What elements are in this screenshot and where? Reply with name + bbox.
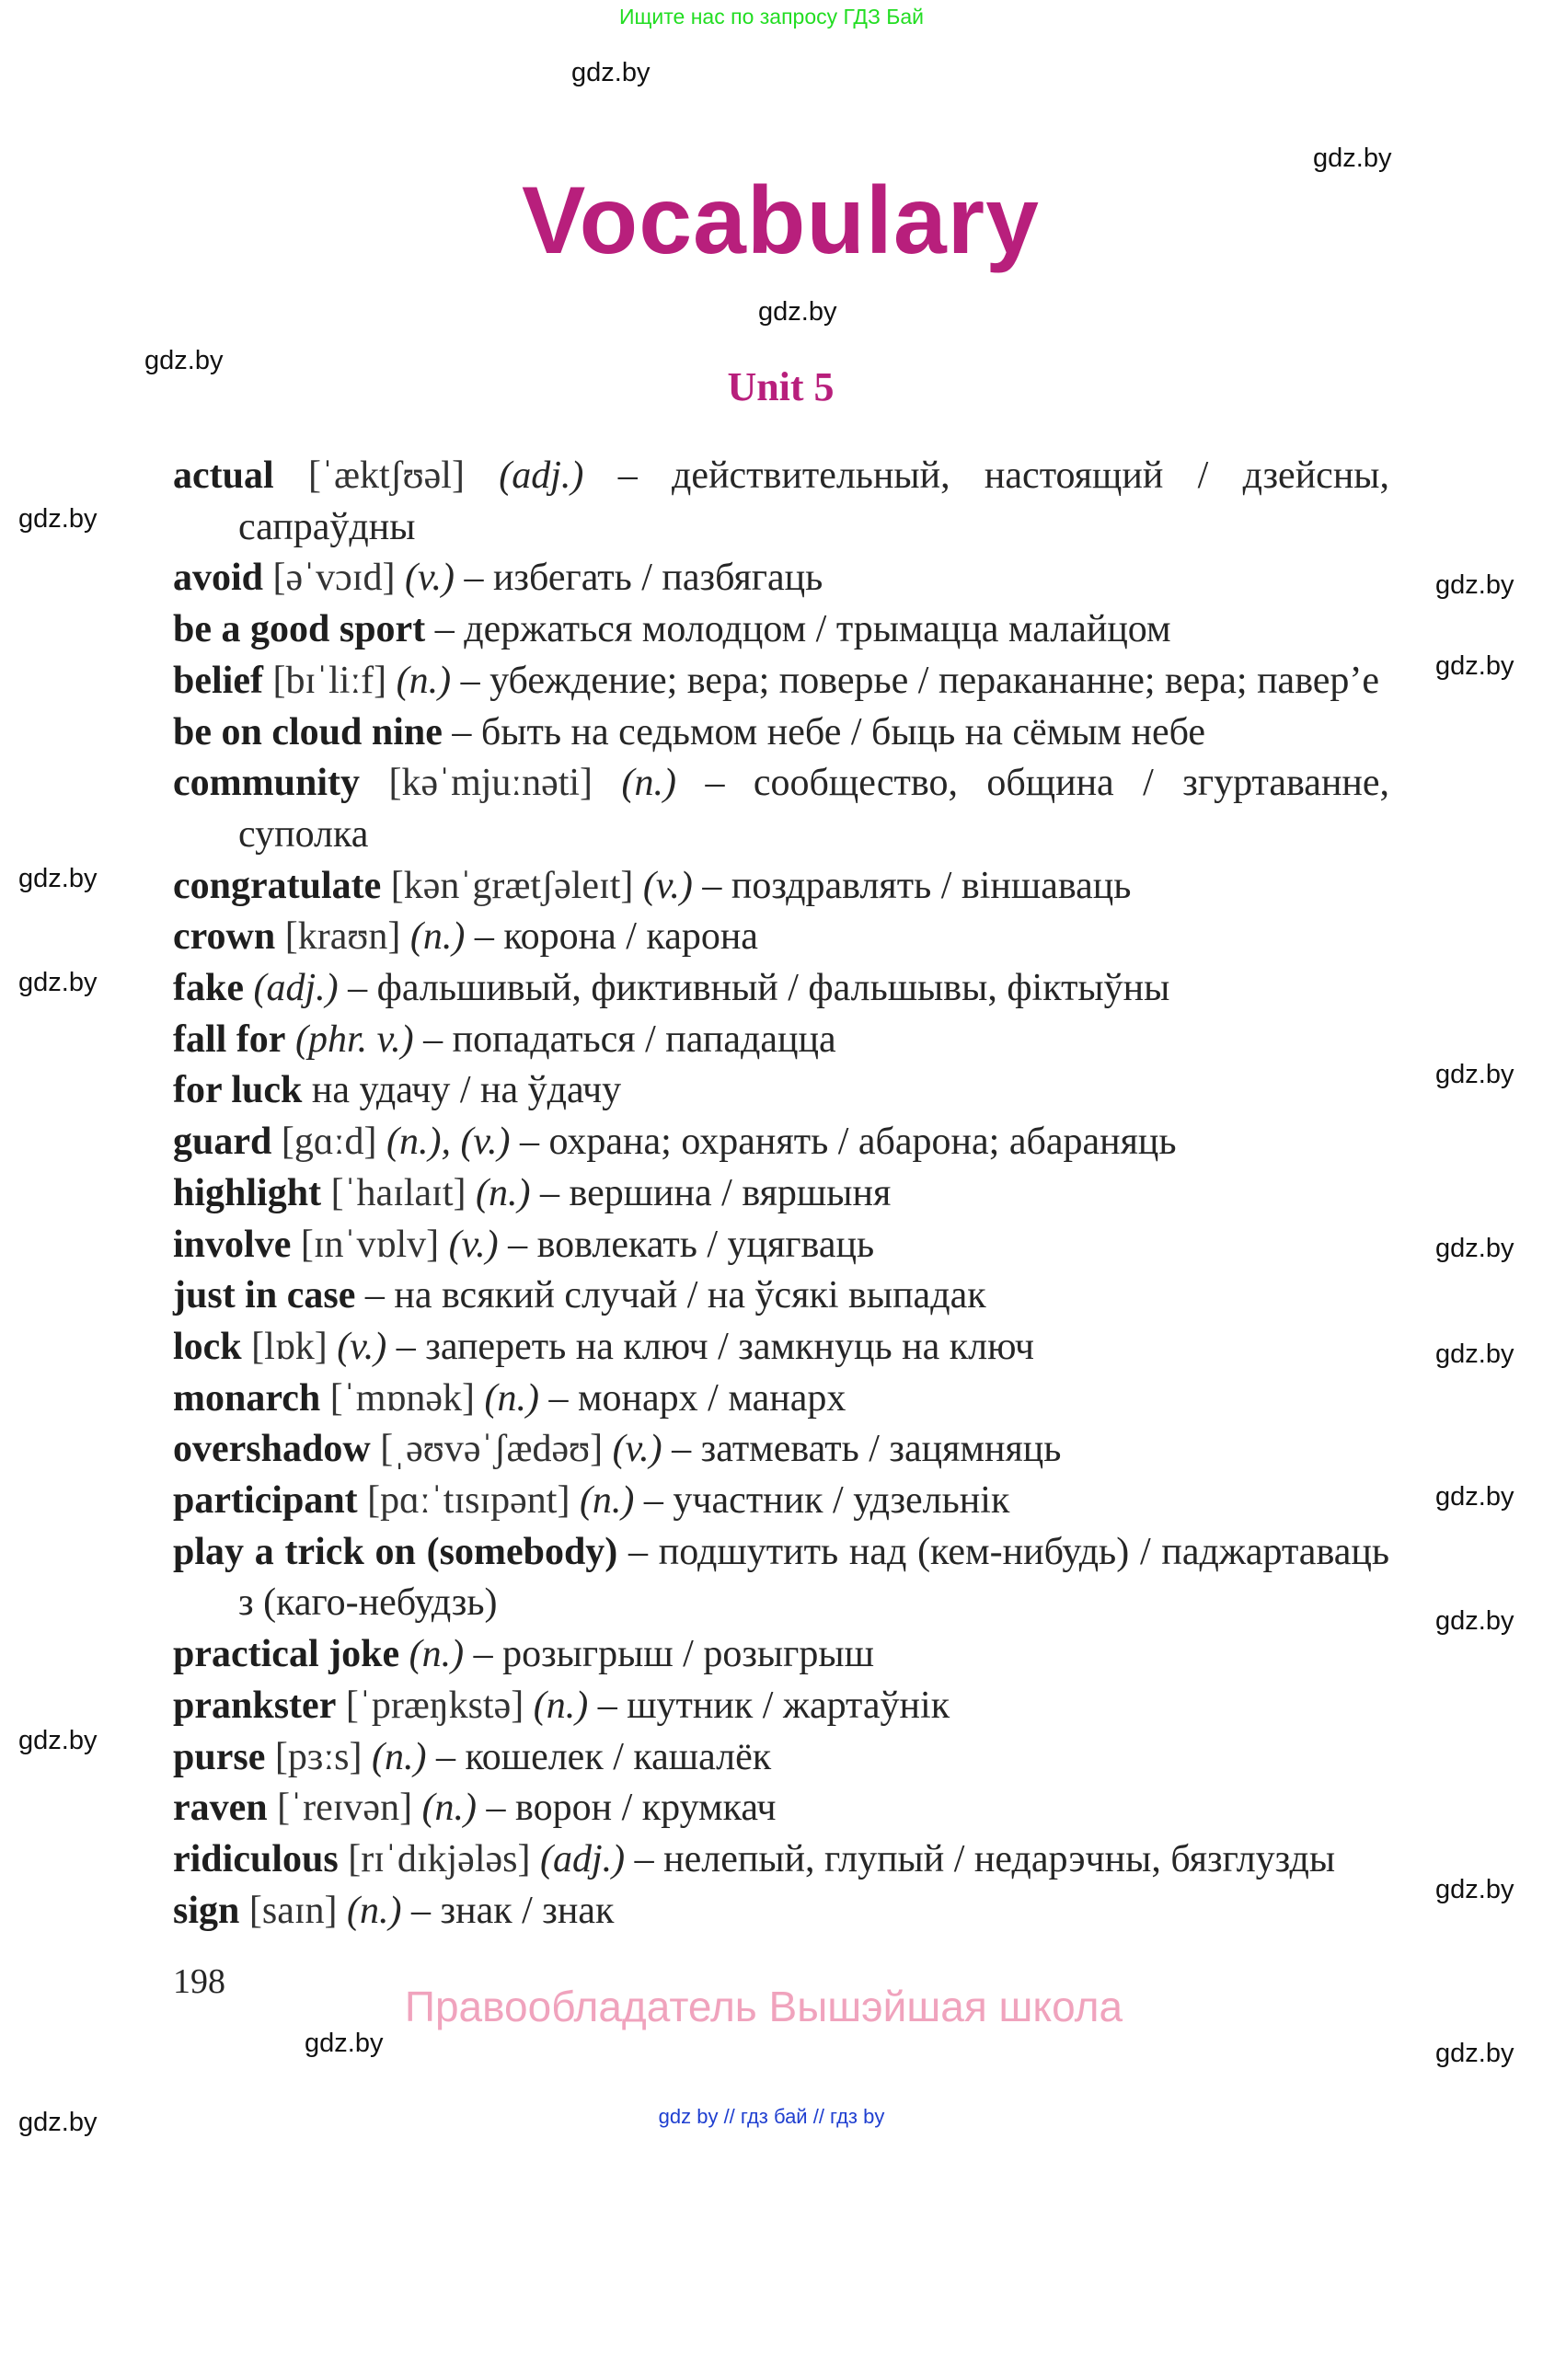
vocabulary-entry: [173, 451, 1389, 553]
headword: practical joke: [173, 1633, 400, 1676]
vocabulary-entry: [173, 1476, 1389, 1527]
headword: participant: [173, 1479, 358, 1523]
headword: raven: [173, 1787, 268, 1830]
translation: – ворон / крумкач: [486, 1787, 777, 1830]
watermark: gdz.by: [1435, 2039, 1514, 2068]
transcription: [gɑːd]: [281, 1121, 377, 1164]
vocabulary-entry: [173, 1117, 1389, 1168]
headword: ridiculous: [173, 1837, 339, 1880]
vocabulary-entry: [173, 912, 1389, 963]
vocabulary-entry: [173, 963, 1389, 1015]
part-of-speech: (n.): [371, 1735, 427, 1778]
vocabulary-entry: [173, 1015, 1389, 1066]
part-of-speech: (n.): [409, 915, 466, 959]
part-of-speech: (v.): [642, 864, 693, 907]
vocabulary-entry: [173, 656, 1389, 707]
translation: – быть на седьмом небе / быць на сёмым небе: [452, 710, 1206, 753]
vocabulary-entry: [173, 1732, 1389, 1784]
headword: fake: [173, 967, 244, 1010]
transcription: [bɪˈliːf]: [272, 659, 387, 702]
transcription: [lɒk]: [251, 1325, 328, 1368]
translation: – знак / знак: [411, 1889, 615, 1932]
unit-heading: Unit 5: [727, 364, 835, 409]
watermark: gdz.by: [1435, 1234, 1514, 1263]
watermark: gdz.by: [1435, 1606, 1514, 1636]
headword: purse: [173, 1735, 266, 1778]
headword: sign: [173, 1889, 240, 1932]
part-of-speech: (n.): [476, 1171, 531, 1214]
transcription: [ˈpræŋkstə]: [345, 1684, 524, 1727]
vocabulary-entry: [173, 1681, 1389, 1732]
part-of-speech: (v.): [448, 1223, 499, 1266]
translation: – на всякий случай / на ўсякі выпадак: [364, 1274, 986, 1317]
headword: community: [173, 762, 360, 805]
vocabulary-entry: [173, 1886, 1389, 1937]
vocabulary-entry: [173, 1629, 1389, 1681]
watermark: gdz.by: [1435, 1060, 1514, 1089]
vocabulary-entry: [173, 1220, 1389, 1271]
watermark: gdz.by: [305, 2029, 384, 2059]
translation: – запереть на ключ / замкнуць на ключ: [396, 1325, 1034, 1368]
translation: – избегать / пазбягаць: [464, 557, 823, 600]
headword: be a good sport: [173, 608, 426, 651]
transcription: [ˈmɒnək]: [329, 1376, 475, 1420]
watermark: gdz.by: [18, 1726, 98, 1755]
vocabulary-entry: [173, 1783, 1389, 1834]
watermark: gdz.by: [18, 2108, 98, 2137]
translation: на удачу / на ўдачу: [311, 1069, 622, 1112]
watermark: gdz.by: [1435, 1339, 1514, 1369]
part-of-speech: (n.): [421, 1787, 478, 1830]
headword: overshadow: [173, 1428, 371, 1471]
part-of-speech: (n.): [396, 659, 452, 702]
headword: monarch: [173, 1376, 321, 1420]
page-footer: [173, 1961, 1389, 2063]
headword: avoid: [173, 557, 264, 600]
watermark: gdz.by: [1435, 570, 1514, 600]
transcription: [ˈhaɪlaɪt]: [330, 1171, 466, 1214]
page-number: 198: [173, 1962, 225, 2002]
translation: – держаться молодцом / трымацца малайцом: [434, 608, 1171, 651]
page-body: [173, 451, 1389, 2130]
headword: just in case: [173, 1274, 356, 1317]
part-of-speech: (n.): [579, 1479, 635, 1523]
search-hint: Ищите нас по запросу ГДЗ Бай: [618, 5, 925, 29]
part-of-speech: (n.): [409, 1633, 465, 1676]
translation: – фальшивый, фиктивный / фальшывы, фіктыўны: [348, 967, 1170, 1010]
watermark: gdz.by: [1435, 1875, 1514, 1904]
headword: crown: [173, 915, 276, 959]
translation: – сообщество, община / згуртаванне, суполка: [238, 762, 1390, 856]
vocabulary-entry: [173, 1065, 1389, 1117]
transcription: [ˈæktʃʊəl]: [307, 454, 465, 497]
headword: prankster: [173, 1684, 337, 1727]
part-of-speech: (adj.): [539, 1837, 626, 1880]
part-of-speech: (v.): [404, 557, 455, 600]
translation: – кошелек / кашалёк: [435, 1735, 772, 1778]
part-of-speech: (n.): [533, 1684, 589, 1727]
copyright-notice: Правообладатель Вышэйшая школа: [404, 1983, 1123, 2031]
vocabulary-entry: [173, 1322, 1389, 1374]
translation: – убеждение; вера; поверье / перакананне; вера; павер’е: [460, 659, 1380, 702]
part-of-speech: (n.): [347, 1889, 402, 1932]
transcription: [ɪnˈvɒlv]: [300, 1223, 440, 1266]
headword: congratulate: [173, 864, 382, 907]
transcription: [kənˈgrætʃəleɪt]: [390, 864, 634, 907]
translation: – вовлекать / уцягваць: [508, 1223, 875, 1266]
vocabulary-entry: [173, 1270, 1389, 1322]
watermark: gdz.by: [1313, 144, 1392, 173]
watermark: gdz.by: [18, 504, 98, 534]
headword: belief: [173, 659, 263, 702]
headword: highlight: [173, 1171, 322, 1214]
vocabulary-entry: [173, 553, 1389, 604]
watermark: gdz.by: [144, 346, 224, 375]
vocabulary-entry: [173, 758, 1389, 860]
translation: – корона / карона: [474, 915, 758, 959]
transcription: [pɑːˈtɪsɪpənt]: [367, 1479, 570, 1523]
headword: be on cloud nine: [173, 710, 443, 753]
vocabulary-entry: [173, 604, 1389, 656]
part-of-speech: (v.): [612, 1428, 662, 1471]
translation: – действительный, настоящий / дзейсны, сапраўдны: [238, 454, 1390, 548]
part-of-speech: (n.): [484, 1376, 539, 1420]
footer-links: gdz by // гдз бай // гдз by: [658, 2105, 885, 2129]
transcription: [əˈvɔɪd]: [272, 557, 396, 600]
vocabulary-list: [173, 451, 1389, 1937]
headword: fall for: [173, 1018, 286, 1061]
vocabulary-entry: [173, 1834, 1389, 1886]
part-of-speech: (phr. v.): [294, 1018, 414, 1061]
vocabulary-entry: [173, 707, 1389, 759]
watermark: gdz.by: [758, 297, 837, 327]
translation: – нелепый, глупый / недарэчны, бязглузды: [634, 1837, 1336, 1880]
translation: – вершина / вяршыня: [539, 1171, 892, 1214]
headword: lock: [173, 1325, 242, 1368]
page-title: Vocabulary: [522, 167, 1040, 274]
transcription: [ˌəʊvəˈʃædəʊ]: [380, 1428, 604, 1471]
transcription: [saɪn]: [248, 1889, 338, 1932]
watermark: gdz.by: [571, 58, 651, 87]
translation: – монарх / манарх: [548, 1376, 846, 1420]
vocabulary-entry: [173, 1168, 1389, 1220]
part-of-speech: (adj.): [253, 967, 339, 1010]
vocabulary-entry: [173, 1374, 1389, 1425]
translation: – розыгрыш / розыгрыш: [473, 1633, 874, 1676]
watermark: gdz.by: [1435, 1482, 1514, 1512]
watermark: gdz.by: [18, 864, 98, 893]
part-of-speech: (n.), (v.): [386, 1121, 511, 1164]
transcription: [ˈreɪvən]: [277, 1787, 413, 1830]
part-of-speech: (v.): [337, 1325, 387, 1368]
translation: – попадаться / пападацца: [423, 1018, 836, 1061]
part-of-speech: (adj.): [499, 454, 584, 497]
watermark: gdz.by: [1435, 651, 1514, 681]
transcription: [rɪˈdɪkjələs]: [348, 1837, 531, 1880]
part-of-speech: (n.): [621, 762, 676, 805]
headword: involve: [173, 1223, 292, 1266]
headword: actual: [173, 454, 274, 497]
transcription: [kraʊn]: [284, 915, 401, 959]
headword: for luck: [173, 1069, 303, 1112]
vocabulary-entry: [173, 1527, 1389, 1629]
translation: – участник / удзельнік: [643, 1479, 1010, 1523]
translation: – затмевать / зацямняць: [672, 1428, 1062, 1471]
headword: play a trick on (somebody): [173, 1530, 618, 1573]
vocabulary-entry: [173, 861, 1389, 913]
watermark: gdz.by: [18, 968, 98, 997]
translation: – шутник / жартаўнік: [597, 1684, 950, 1727]
translation: – поздравлять / віншаваць: [702, 864, 1132, 907]
transcription: [kəˈmjuːnəti]: [388, 762, 593, 805]
headword: guard: [173, 1121, 272, 1164]
vocabulary-entry: [173, 1424, 1389, 1476]
translation: – подшутить над (кем-нибудь) / паджартаваць з (каго-небудзь): [238, 1530, 1389, 1625]
translation: – охрана; охранять / абарона; абараняць: [519, 1121, 1177, 1164]
transcription: [pɜːs]: [274, 1735, 363, 1778]
